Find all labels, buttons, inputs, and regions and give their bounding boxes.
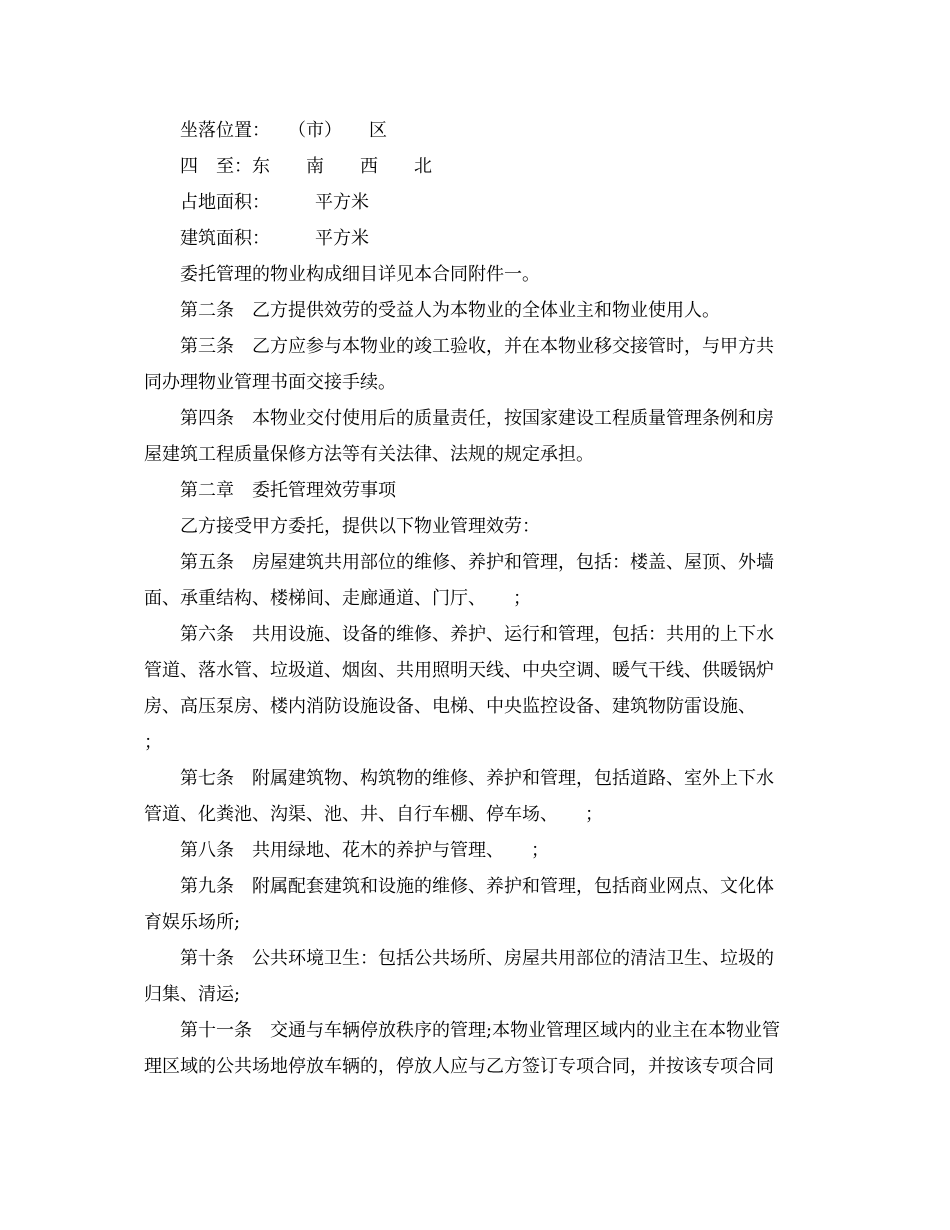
- article-5-cont: 面、承重结构、楼梯间、走廊通道、门厅、 ；: [144, 588, 531, 609]
- article-3: 第三条 乙方应参与本物业的竣工验收，并在本物业移交接管时，与甲方共: [180, 336, 774, 357]
- article-10-cont: 归集、清运;: [144, 984, 241, 1005]
- boundaries-line: 四 至：东 南 西 北: [180, 156, 432, 177]
- article-6-cont-2: 房、高压泵房、楼内消防设施设备、电梯、中央监控设备、建筑物防雷设施、: [144, 696, 756, 717]
- article-3-cont: 同办理物业管理书面交接手续。: [144, 372, 396, 393]
- article-2: 第二条 乙方提供效劳的受益人为本物业的全体业主和物业使用人。: [180, 300, 720, 321]
- article-11: 第十一条 交通与车辆停放秩序的管理;本物业管理区域内的业主在本物业管: [180, 1020, 781, 1041]
- article-8: 第八条 共用绿地、花木的养护与管理、 ；: [180, 840, 549, 861]
- article-4-cont: 屋建筑工程质量保修方法等有关法律、法规的规定承担。: [144, 444, 594, 465]
- article-7-cont: 管道、化粪池、沟渠、池、井、自行车棚、停车场、 ；: [144, 804, 603, 825]
- building-area-line: 建筑面积： 平方米: [180, 228, 369, 249]
- land-area-line: 占地面积： 平方米: [180, 192, 369, 213]
- annex-reference-line: 委托管理的物业构成细目详见本合同附件一。: [180, 264, 540, 285]
- chapter-2-heading: 第二章 委托管理效劳事项: [180, 480, 396, 501]
- chapter-2-intro: 乙方接受甲方委托，提供以下物业管理效劳：: [180, 516, 540, 537]
- article-6-cont-1: 管道、落水管、垃圾道、烟囱、共用照明天线、中央空调、暖气干线、供暖锅炉: [144, 660, 774, 681]
- location-line: 坐落位置： （市） 区: [180, 120, 387, 141]
- article-7: 第七条 附属建筑物、构筑物的维修、养护和管理，包括道路、室外上下水: [180, 768, 774, 789]
- article-4: 第四条 本物业交付使用后的质量责任，按国家建设工程质量管理条例和房: [180, 408, 774, 429]
- article-9: 第九条 附属配套建筑和设施的维修、养护和管理，包括商业网点、文化体: [180, 876, 774, 897]
- article-5: 第五条 房屋建筑共用部位的维修、养护和管理，包括：楼盖、屋顶、外墙: [180, 552, 774, 573]
- article-9-cont: 育娱乐场所;: [144, 912, 241, 933]
- article-11-cont: 理区域的公共场地停放车辆的，停放人应与乙方签订专项合同，并按该专项合同: [144, 1056, 774, 1077]
- article-10: 第十条 公共环境卫生：包括公共场所、房屋共用部位的清洁卫生、垃圾的: [180, 948, 774, 969]
- article-6: 第六条 共用设施、设备的维修、养护、运行和管理，包括：共用的上下水: [180, 624, 774, 645]
- article-6-cont-3: ；: [144, 732, 162, 753]
